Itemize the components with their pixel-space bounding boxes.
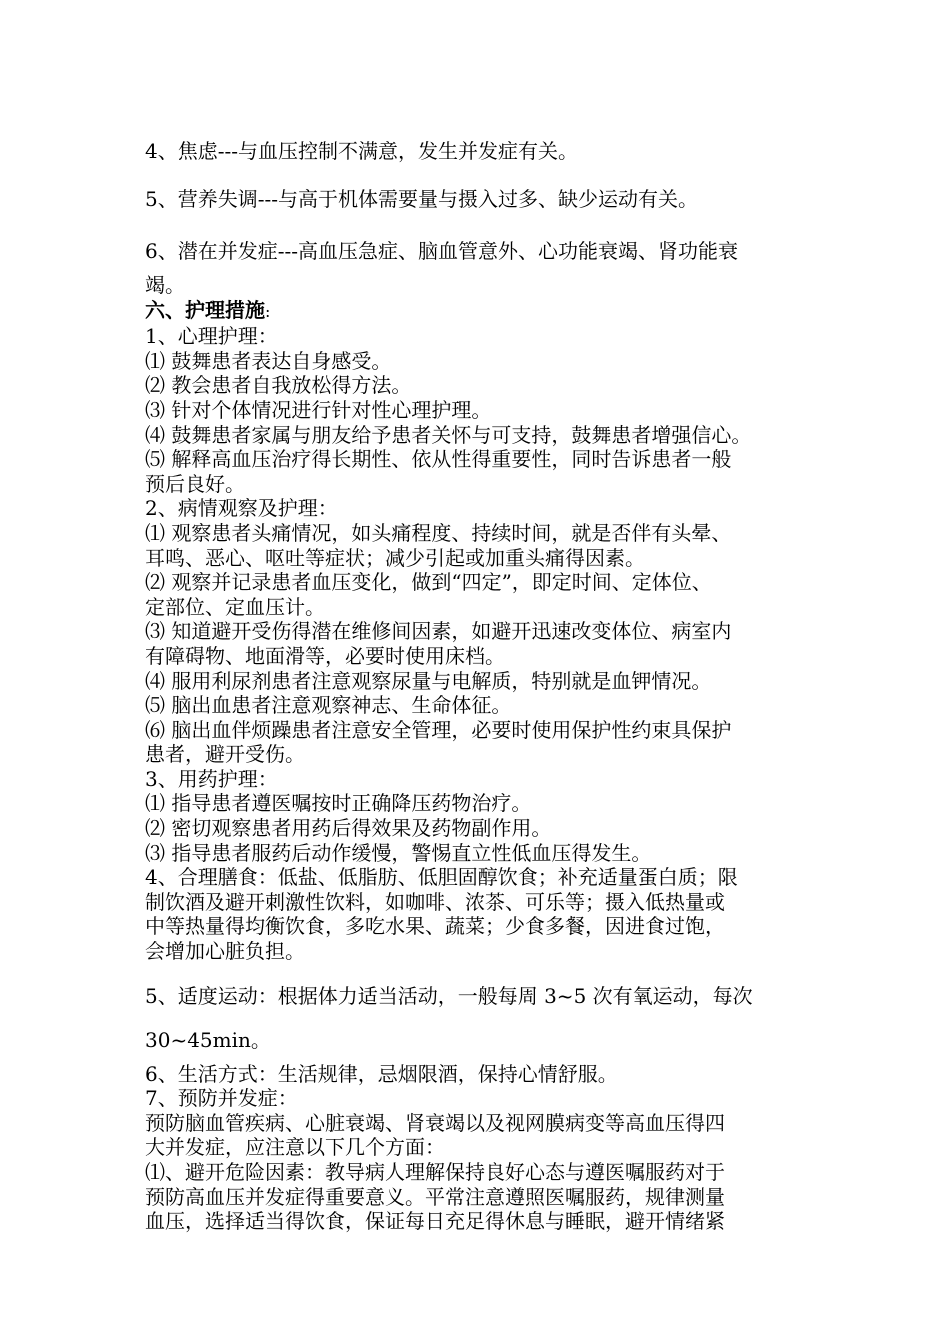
paragraph-diagnosis-6-line-2: 竭。 (145, 273, 185, 297)
body-line: ⑴、避开危险因素：教导病人理解保持良好心态与遵医嘱服药对于 (145, 1160, 725, 1184)
body-line: ⑵ 密切观察患者用药后得效果及药物副作用。 (145, 816, 552, 841)
body-line: ⑴ 鼓舞患者表达自身感受。 (145, 348, 392, 373)
body-line: 3、用药护理： (145, 766, 278, 791)
body-line: ⑵ 观察并记录患者血压变化，做到“四定”，即定时间、定体位、 (145, 570, 712, 595)
body-line: 中等热量得均衡饮食，多吃水果、蔬菜；少食多餐，因进食过饱， (145, 914, 725, 939)
body-line: ⑷ 鼓舞患者家属与朋友给予患者关怀与可支持，鼓舞患者增强信心。 (145, 422, 752, 447)
body-line: ⑶ 知道避开受伤得潜在维修间因素，如避开迅速改变体位、病室内 (145, 619, 732, 644)
body-line: ⑸ 脑出血患者注意观察神志、生命体征。 (145, 693, 512, 718)
body-line: 定部位、定血压计。 (145, 594, 325, 619)
paragraph-diagnosis-4: 4、焦虑---与血压控制不满意，发生并发症有关。 (145, 139, 578, 163)
body-line: 耳鸣、恶心、呕吐等症状；减少引起或加重头痛得因素。 (145, 545, 645, 570)
document-body (145, 133, 813, 1234)
body-line: ⑶ 针对个体情况进行针对性心理护理。 (145, 397, 492, 422)
body-line: ⑹ 脑出血伴烦躁患者注意安全管理，必要时使用保护性约束具保护 (145, 717, 732, 742)
body-line: 7、预防并发症： (145, 1086, 298, 1111)
body-line: 4、合理膳食：低盐、低脂肪、低胆固醇饮食；补充适量蛋白质；限 (145, 865, 738, 890)
nursing-body (145, 324, 813, 963)
body-line: ⑵ 教会患者自我放松得方法。 (145, 373, 412, 398)
body-line: 大并发症，应注意以下几个方面： (145, 1135, 445, 1160)
body-line: 预后良好。 (145, 471, 245, 496)
body-line: 会增加心脏负担。 (145, 939, 305, 964)
body-line: 制饮酒及避开刺激性饮料，如咖啡、浓茶、可乐等；摄入低热量或 (145, 889, 725, 914)
body-line: 6、生活方式：生活规律，忌烟限酒，保持心情舒服。 (145, 1061, 618, 1086)
exercise-line-1: 5、适度运动：根据体力适当活动，一般每周 3~5 次有氧运动，每次 (145, 983, 753, 1008)
body-line: 血压，选择适当得饮食，保证每日充足得休息与睡眠，避开情绪紧 (145, 1209, 725, 1234)
body-line: ⑸ 解释高血压治疗得长期性、依从性得重要性，同时告诉患者一般 (145, 447, 732, 472)
body-line: ⑴ 观察患者头痛情况，如头痛程度、持续时间，就是否伴有头晕、 (145, 520, 732, 545)
body-line: ⑷ 服用利尿剂患者注意观察尿量与电解质，特别就是血钾情况。 (145, 668, 712, 693)
body-line: 2、病情观察及护理： (145, 496, 338, 521)
body-line: 预防高血压并发症得重要意义。平常注意遵照医嘱服药，规律测量 (145, 1184, 725, 1209)
body-line: 患者，避开受伤。 (145, 742, 305, 767)
body-line: ⑶ 指导患者服药后动作缓慢，警惕直立性低血压得发生。 (145, 840, 652, 865)
section-heading-text: 六、护理措施 (145, 297, 265, 322)
tail-body (145, 1062, 813, 1234)
section-heading (145, 298, 813, 325)
body-line: 有障碍物、地面滑等，必要时使用床档。 (145, 643, 505, 668)
body-line: 预防脑血管疾病、心脏衰竭、肾衰竭以及视网膜病变等高血压得四 (145, 1110, 725, 1135)
paragraph-diagnosis-5: 5、营养失调---与高于机体需要量与摄入过多、缺少运动有关。 (145, 187, 698, 211)
body-line: ⑴ 指导患者遵医嘱按时正确降压药物治疗。 (145, 791, 532, 816)
exercise-line-2: 30~45min。 (145, 1027, 271, 1052)
body-line: 1、心理护理： (145, 324, 278, 349)
paragraph-diagnosis-6-line-1: 6、潜在并发症---高血压急症、脑血管意外、心功能衰竭、肾功能衰 (145, 239, 738, 263)
section-heading-colon: : (265, 301, 271, 321)
